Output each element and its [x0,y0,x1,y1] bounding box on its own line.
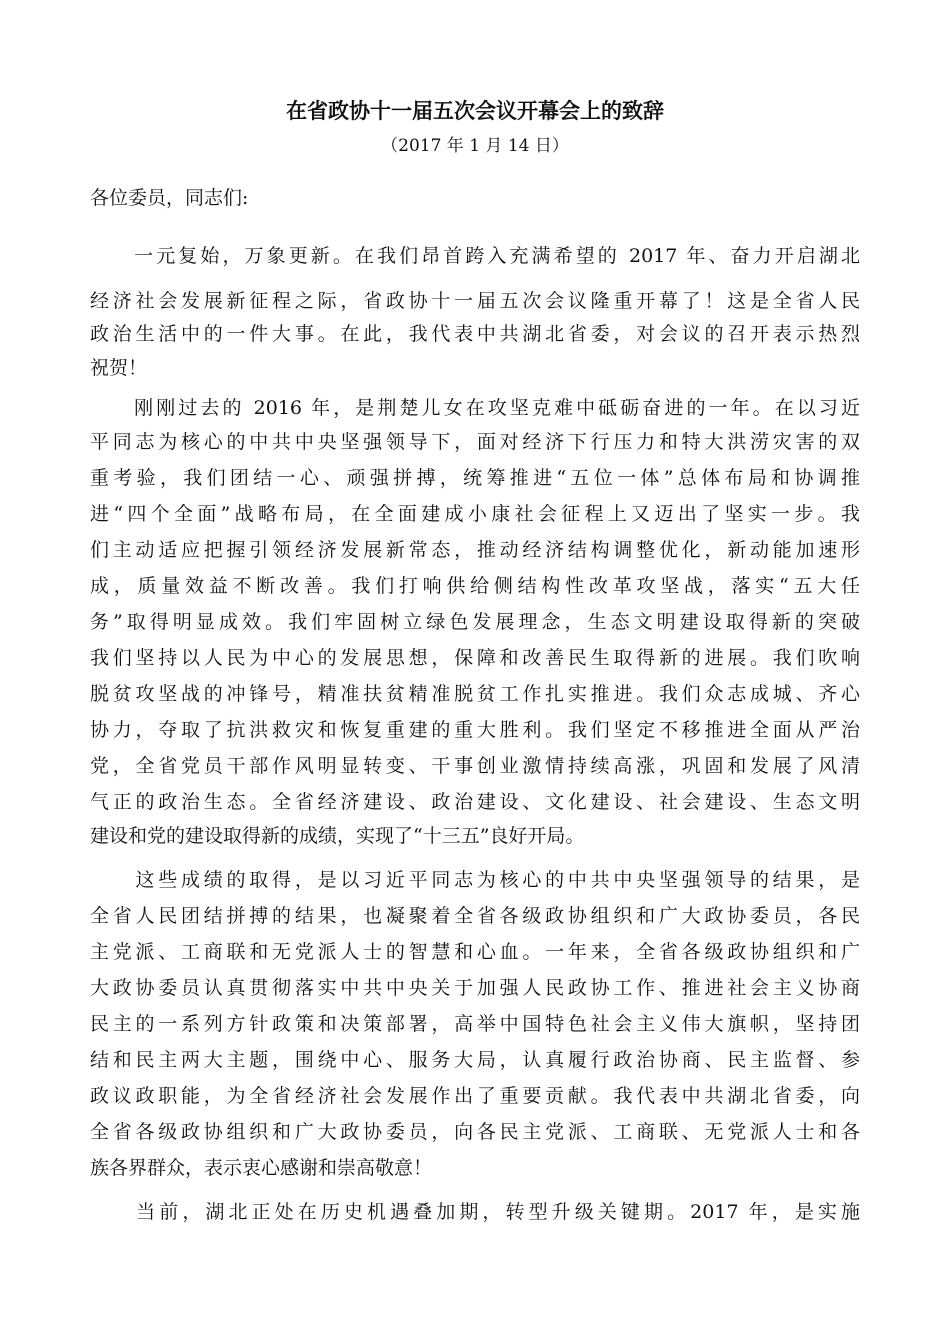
text-line: 我们坚持以人民为中心的发展思想，保障和改善民生取得新的进展。我们吹响 [90,647,860,669]
text-line: 气正的政治生态。全省经济建设、政治建设、文化建设、社会建设、生态文明 [90,791,860,813]
text-line: 政治生活中的一件大事。在此，我代表中共湖北省委，对会议的召开表示热烈 [90,323,860,345]
text-line: 刚刚过去的 2016 年，是荆楚儿女在攻坚克难中砥砺奋进的一年。在以习近 [90,397,860,419]
document-date: （2017 年 1 月 14 日） [381,136,569,156]
text-line: 平同志为核心的中共中央坚强领导下，面对经济下行压力和特大洪涝灾害的双 [90,431,860,453]
text-line: 脱贫攻坚战的冲锋号，精准扶贫精准脱贫工作扎实推进。我们众志成城、齐心 [90,683,860,705]
text-line: 祝贺！ [90,357,148,379]
text-line: 全省各级政协组织和广大政协委员，向各民主党派、工商联、无党派人士和各 [90,1121,860,1143]
text-line: 经济社会发展新征程之际，省政协十一届五次会议隆重开幕了！这是全省人民 [90,290,860,312]
text-line: 们主动适应把握引领经济发展新常态，推动经济结构调整优化，新动能加速形 [90,539,860,561]
text-line: 当前，湖北正处在历史机遇叠加期，转型升级关键期。2017 年，是实施 [90,1201,860,1223]
text-line: 大政协委员认真贯彻落实中共中央关于加强人民政协工作、推进社会主义协商 [90,977,860,999]
text-line: 政议政职能，为全省经济社会发展作出了重要贡献。我代表中共湖北省委，向 [90,1085,860,1107]
text-line: 族各界群众，表示衷心感谢和崇高敬意！ [90,1157,433,1179]
text-line: 协力，夺取了抗洪救灾和恢复重建的重大胜利。我们坚定不移推进全面从严治 [90,719,860,741]
text-line: 党，全省党员干部作风明显转变、干事创业激情持续高涨，巩固和发展了风清 [90,755,860,777]
text-line: 主党派、工商联和无党派人士的智慧和心血。一年来，全省各级政协组织和广 [90,941,860,963]
text-line: 全省人民团结拼搏的结果，也凝聚着全省各级政协组织和广大政协委员，各民 [90,905,860,927]
text-line: 进“四个全面”战略布局，在全面建成小康社会征程上又迈出了坚实一步。我 [90,503,860,525]
salutation: 各位委员，同志们: [90,187,249,209]
text-line: 结和民主两大主题，围绕中心、服务大局，认真履行政治协商、民主监督、参 [90,1049,860,1071]
text-line: 务”取得明显成效。我们牢固树立绿色发展理念，生态文明建设取得新的突破 [90,611,860,633]
document-title: 在省政协十一届五次会议开幕会上的致辞 [286,98,664,123]
text-line: 这些成绩的取得，是以习近平同志为核心的中共中央坚强领导的结果，是 [90,869,860,891]
text-line: 建设和党的建设取得新的成绩，实现了“十三五”良好开局。 [90,825,585,847]
text-line: 民主的一系列方针政策和决策部署，高举中国特色社会主义伟大旗帜，坚持团 [90,1013,860,1035]
text-line: 重考验，我们团结一心、顽强拼搏，统筹推进“五位一体”总体布局和协调推 [90,467,860,489]
text-line: 一元复始，万象更新。在我们昂首跨入充满希望的 2017 年、奋力开启湖北 [90,245,860,267]
text-line: 成，质量效益不断改善。我们打响供给侧结构性改革攻坚战，落实“五大任 [90,575,860,597]
